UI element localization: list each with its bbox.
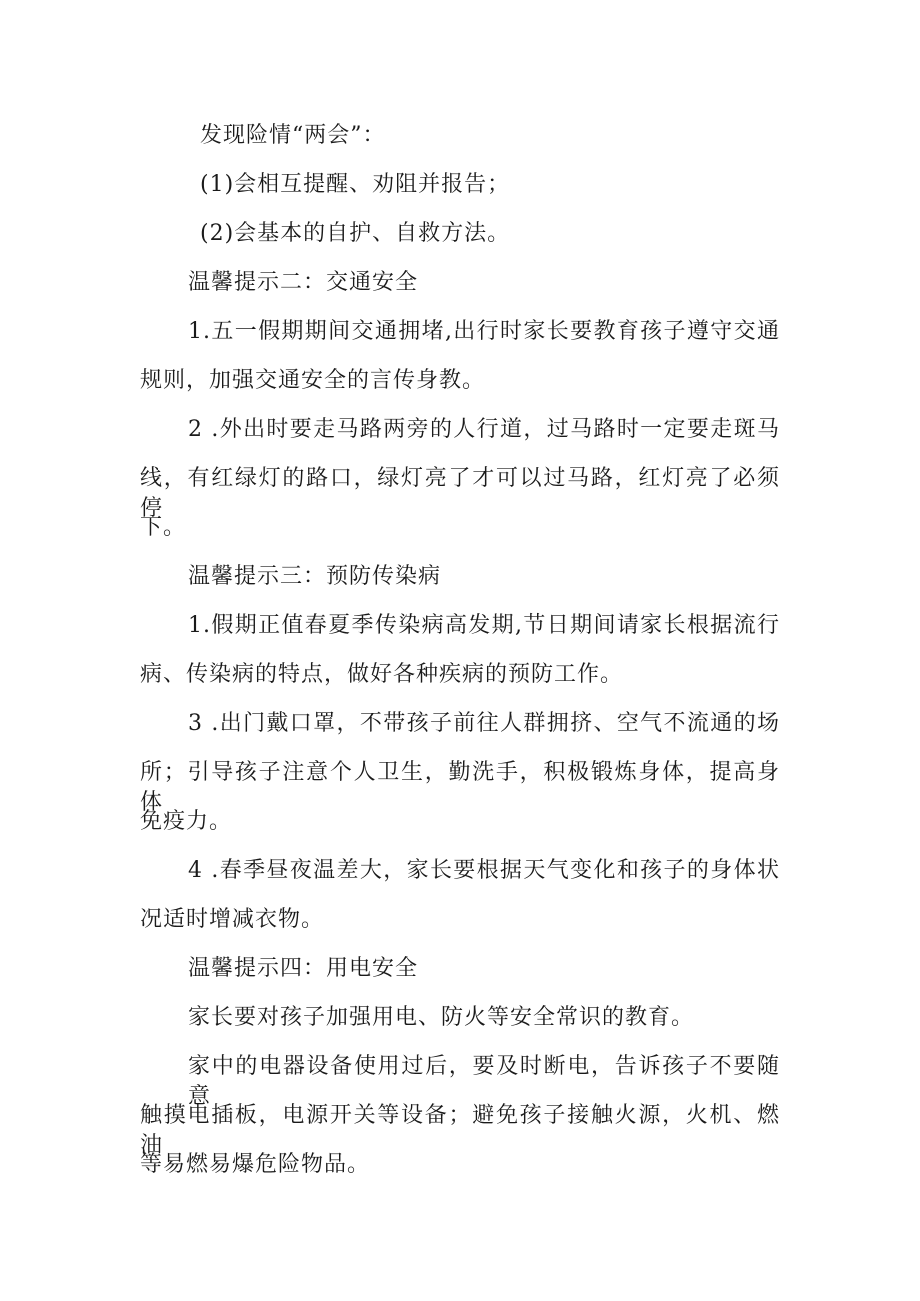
text-line: 家长要对孩子加强用电、防火等安全常识的教育。 xyxy=(188,1005,695,1030)
section-heading: 温馨提示四：用电安全 xyxy=(188,956,419,981)
text-line: 发现险情“两会”： xyxy=(200,123,386,148)
text-line: 病、传染病的特点，做好各种疾病的预防工作。 xyxy=(140,662,624,687)
text-line: (1)会相互提醒、劝阻并报告； xyxy=(200,172,511,197)
text-line: 4 .春季昼夜温差大，家长要根据天气变化和孩子的身体状 xyxy=(188,858,780,883)
text-line: 2 .外出时要走马路两旁的人行道，过马路时一定要走斑马 xyxy=(188,417,780,442)
text-line: 家中的电器设备使用过后，要及时断电，告诉孩子不要随意 xyxy=(188,1054,780,1109)
text-line: 触摸电插板，电源开关等设备；避免孩子接触火源，火机、燃油 xyxy=(140,1103,780,1158)
text-line: 等易燃易爆危险物品。 xyxy=(140,1152,371,1177)
text-line: 线，有红绿灯的路口，绿灯亮了才可以过马路，红灯亮了必须停 xyxy=(140,466,780,521)
section-heading: 温馨提示二：交通安全 xyxy=(188,270,419,295)
text-line: 规则，加强交通安全的言传身教。 xyxy=(140,368,486,393)
text-line: 况适时增减衣物。 xyxy=(140,907,325,932)
text-line: 免疫力。 xyxy=(140,809,233,834)
text-line: 1.五一假期期间交通拥堵,出行时家长要教育孩子遵守交通 xyxy=(188,319,780,344)
text-line: 所；引导孩子注意个人卫生，勤洗手，积极锻炼身体，提高身体 xyxy=(140,760,780,815)
text-line: 3 .出门戴口罩，不带孩子前往人群拥挤、空气不流通的场 xyxy=(188,711,780,736)
text-line: 下。 xyxy=(140,515,187,540)
text-line: (2)会基本的自护、自救方法。 xyxy=(200,221,511,246)
text-line: 1.假期正值春夏季传染病高发期,节日期间请家长根据流行 xyxy=(188,613,780,638)
section-heading: 温馨提示三：预防传染病 xyxy=(188,564,442,589)
